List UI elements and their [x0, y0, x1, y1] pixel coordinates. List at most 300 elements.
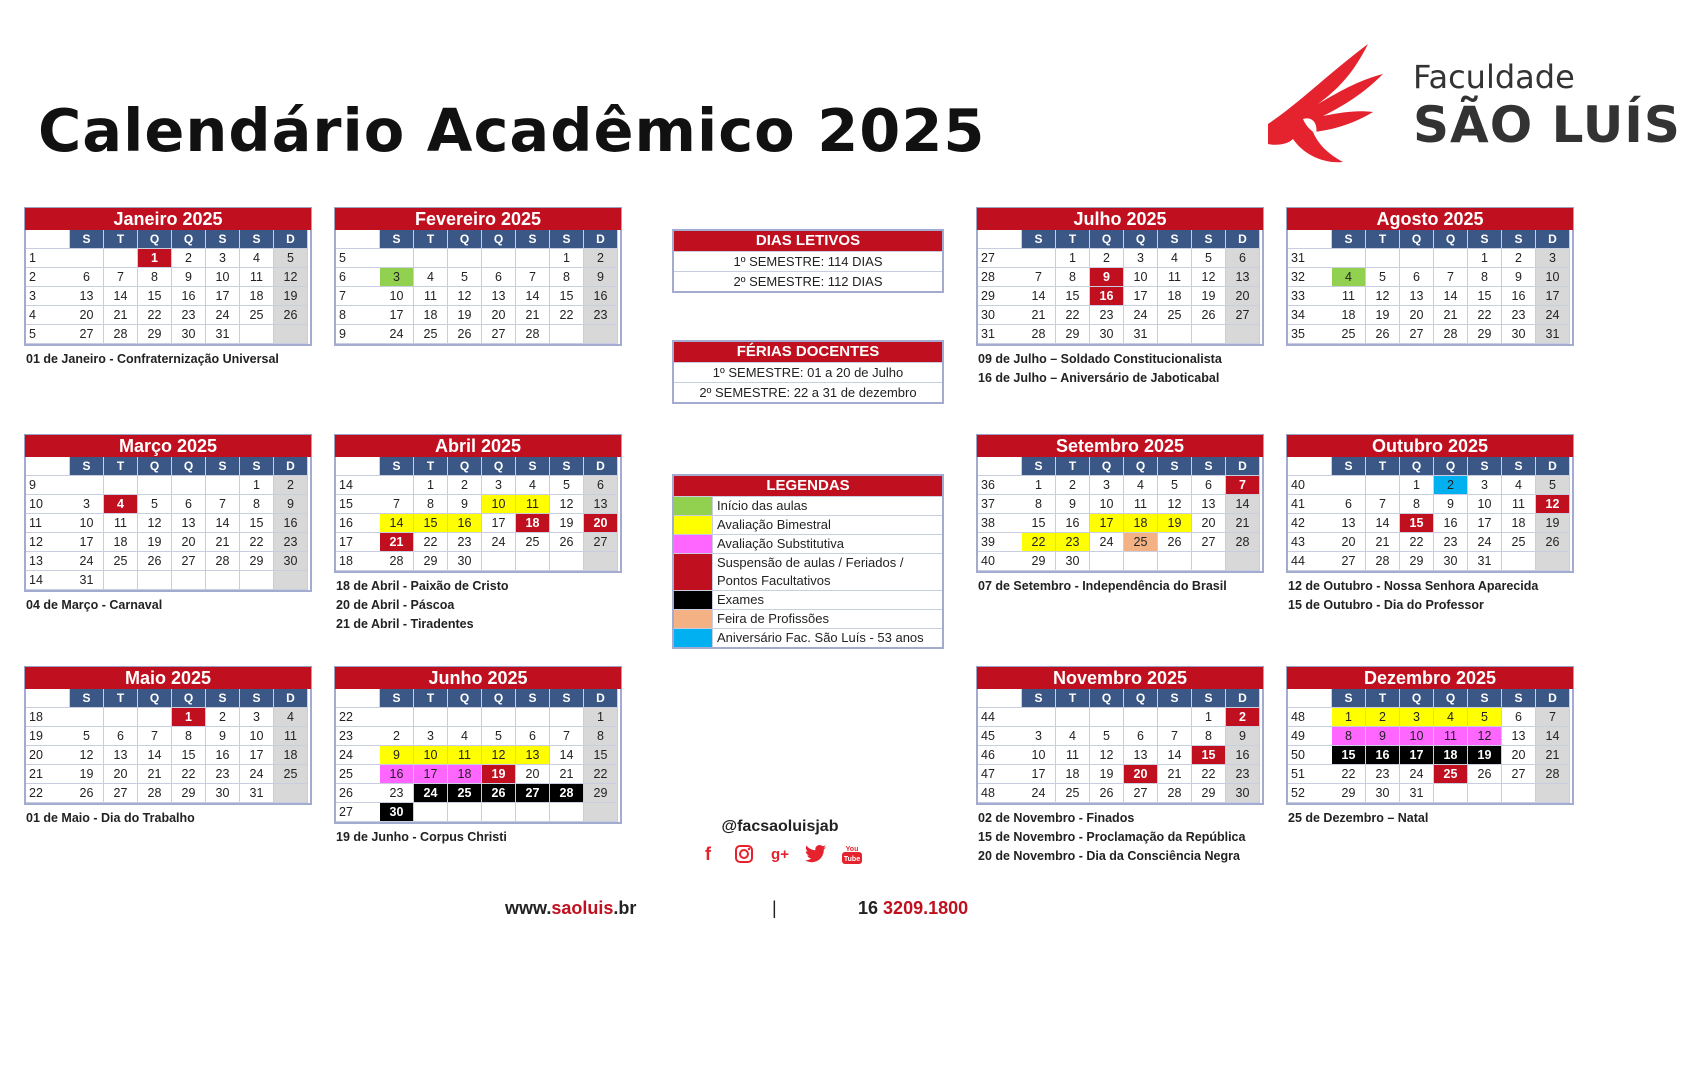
week-number: 33 — [1288, 287, 1332, 306]
week-number: 13 — [26, 552, 70, 571]
day-cell: 17 — [1400, 746, 1434, 765]
day-cell: 30 — [448, 552, 482, 571]
day-cell: 2 — [380, 727, 414, 746]
day-cell: 10 — [240, 727, 274, 746]
twitter-icon[interactable] — [804, 842, 828, 866]
day-cell: 28 — [104, 325, 138, 344]
day-cell: 20 — [70, 306, 104, 325]
instagram-icon[interactable] — [732, 842, 756, 866]
month-grid — [24, 689, 312, 805]
weekday-header: Q — [1090, 457, 1124, 476]
day-cell: 7 — [1366, 495, 1400, 514]
day-cell: 19 — [274, 287, 308, 306]
day-cell: 24 — [414, 784, 448, 803]
day-cell: 9 — [584, 268, 618, 287]
empty-day-cell — [1056, 708, 1090, 727]
day-cell: 14 — [1226, 495, 1260, 514]
day-cell: 15 — [240, 514, 274, 533]
weekday-header: Q — [482, 689, 516, 708]
empty-day-cell — [1226, 552, 1260, 571]
month-holiday-notes — [24, 350, 312, 369]
day-cell: 21 — [1434, 306, 1468, 325]
day-cell: 28 — [1366, 552, 1400, 571]
day-cell: 19 — [1468, 746, 1502, 765]
day-cell: 22 — [172, 765, 206, 784]
week-number: 47 — [978, 765, 1022, 784]
weekday-header: S — [240, 689, 274, 708]
day-cell: 23 — [1090, 306, 1124, 325]
day-cell: 12 — [1090, 746, 1124, 765]
month-title: Junho 2025 — [334, 666, 622, 689]
day-cell: 13 — [172, 514, 206, 533]
month-holiday-notes — [976, 350, 1264, 388]
empty-day-cell — [584, 325, 618, 344]
empty-day-cell — [1124, 552, 1158, 571]
empty-day-cell — [70, 476, 104, 495]
day-cell: 19 — [1090, 765, 1124, 784]
week-number-header — [978, 457, 1022, 476]
day-cell: 11 — [448, 746, 482, 765]
week-number: 41 — [1288, 495, 1332, 514]
week-number: 40 — [978, 552, 1022, 571]
empty-day-cell — [240, 325, 274, 344]
day-cell: 2 — [584, 249, 618, 268]
weekday-header: Q — [172, 457, 206, 476]
week-number: 20 — [26, 746, 70, 765]
day-cell: 14 — [1366, 514, 1400, 533]
day-cell: 14 — [1434, 287, 1468, 306]
week-number-header — [1288, 689, 1332, 708]
social-handle: @facsaoluisjab — [721, 818, 839, 835]
day-cell: 10 — [1400, 727, 1434, 746]
day-cell: 28 — [516, 325, 550, 344]
day-cell: 27 — [1226, 306, 1260, 325]
month-holiday-notes — [24, 809, 312, 828]
day-cell: 19 — [448, 306, 482, 325]
day-cell: 12 — [1158, 495, 1192, 514]
day-cell: 6 — [104, 727, 138, 746]
day-cell: 11 — [104, 514, 138, 533]
holiday-note: 20 de Abril - Páscoa — [336, 598, 455, 612]
day-cell: 14 — [1536, 727, 1570, 746]
empty-day-cell — [1192, 552, 1226, 571]
week-number: 42 — [1288, 514, 1332, 533]
day-cell: 16 — [584, 287, 618, 306]
empty-day-cell — [550, 803, 584, 822]
weekday-header: S — [206, 457, 240, 476]
day-cell: 3 — [1468, 476, 1502, 495]
day-cell: 9 — [1366, 727, 1400, 746]
weekday-header: S — [206, 689, 240, 708]
day-cell: 21 — [138, 765, 172, 784]
day-cell: 3 — [414, 727, 448, 746]
day-cell: 7 — [1158, 727, 1192, 746]
day-cell: 22 — [550, 306, 584, 325]
day-cell: 21 — [1366, 533, 1400, 552]
facebook-icon[interactable]: f — [705, 843, 711, 864]
empty-day-cell — [138, 476, 172, 495]
day-cell: 6 — [1400, 268, 1434, 287]
weekday-header: T — [414, 457, 448, 476]
day-cell: 27 — [516, 784, 550, 803]
week-number: 46 — [978, 746, 1022, 765]
day-cell: 30 — [274, 552, 308, 571]
week-number: 24 — [336, 746, 380, 765]
day-cell: 30 — [1226, 784, 1260, 803]
week-number-header — [26, 457, 70, 476]
week-number: 3 — [26, 287, 70, 306]
day-cell: 28 — [1022, 325, 1056, 344]
day-cell: 16 — [380, 765, 414, 784]
google-plus-icon[interactable]: g+ — [771, 845, 789, 863]
weekday-header: S — [1468, 457, 1502, 476]
week-number-header — [336, 689, 380, 708]
empty-day-cell — [584, 803, 618, 822]
week-number: 15 — [336, 495, 380, 514]
ferias-docentes-title: FÉRIAS DOCENTES — [674, 342, 942, 362]
day-cell: 24 — [240, 765, 274, 784]
day-cell: 1 — [550, 249, 584, 268]
empty-day-cell — [70, 249, 104, 268]
day-cell: 1 — [138, 249, 172, 268]
day-cell: 31 — [1124, 325, 1158, 344]
day-cell: 18 — [1434, 746, 1468, 765]
day-cell: 25 — [516, 533, 550, 552]
svg-text:You: You — [845, 846, 859, 853]
month-calendar — [1286, 666, 1574, 828]
day-cell: 23 — [172, 306, 206, 325]
empty-day-cell — [482, 249, 516, 268]
day-cell: 9 — [1434, 495, 1468, 514]
week-number: 18 — [336, 552, 380, 571]
week-number: 38 — [978, 514, 1022, 533]
holiday-note: 16 de Julho – Aniversário de Jaboticabal — [978, 371, 1220, 385]
day-cell: 4 — [274, 708, 308, 727]
day-cell: 17 — [414, 765, 448, 784]
week-number: 9 — [26, 476, 70, 495]
day-cell: 30 — [172, 325, 206, 344]
legend-item — [674, 534, 942, 553]
month-grid — [1286, 457, 1574, 573]
weekday-header: S — [1502, 689, 1536, 708]
day-cell: 21 — [206, 533, 240, 552]
day-cell: 30 — [206, 784, 240, 803]
day-cell: 22 — [240, 533, 274, 552]
month-calendar — [976, 434, 1264, 596]
empty-day-cell — [240, 571, 274, 590]
month-grid — [976, 230, 1264, 346]
day-cell: 21 — [1536, 746, 1570, 765]
day-cell: 2 — [448, 476, 482, 495]
day-cell: 25 — [1502, 533, 1536, 552]
month-grid — [1286, 230, 1574, 346]
day-cell: 31 — [1400, 784, 1434, 803]
weekday-header: S — [70, 689, 104, 708]
weekday-header: Q — [1434, 457, 1468, 476]
weekday-header: D — [1226, 230, 1260, 249]
day-cell: 8 — [1332, 727, 1366, 746]
week-number: 31 — [978, 325, 1022, 344]
weekday-header: T — [1056, 457, 1090, 476]
holiday-note: 19 de Junho - Corpus Christi — [336, 830, 507, 844]
day-cell: 14 — [206, 514, 240, 533]
month-holiday-notes — [976, 577, 1264, 596]
day-cell: 5 — [1536, 476, 1570, 495]
youtube-icon[interactable] — [840, 842, 864, 866]
day-cell: 2 — [1056, 476, 1090, 495]
day-cell: 24 — [1090, 533, 1124, 552]
legend-label: Exames — [717, 592, 764, 607]
day-cell: 15 — [1468, 287, 1502, 306]
day-cell: 30 — [1090, 325, 1124, 344]
day-cell: 5 — [1366, 268, 1400, 287]
day-cell: 8 — [584, 727, 618, 746]
weekday-header: S — [1192, 230, 1226, 249]
day-cell: 24 — [1468, 533, 1502, 552]
day-cell: 20 — [1124, 765, 1158, 784]
dias-letivos-line: 1º SEMESTRE: 114 DIAS — [674, 251, 942, 271]
holiday-note: 01 de Janeiro - Confraternização Universal — [26, 352, 279, 366]
day-cell: 28 — [1434, 325, 1468, 344]
day-cell: 13 — [584, 495, 618, 514]
legend-swatch — [674, 629, 713, 647]
dias-letivos-title: DIAS LETIVOS — [674, 231, 942, 251]
day-cell: 24 — [482, 533, 516, 552]
empty-day-cell — [104, 249, 138, 268]
day-cell: 6 — [584, 476, 618, 495]
day-cell: 7 — [206, 495, 240, 514]
day-cell: 4 — [1056, 727, 1090, 746]
empty-day-cell — [516, 552, 550, 571]
holiday-note: 01 de Maio - Dia do Trabalho — [26, 811, 195, 825]
week-number: 5 — [336, 249, 380, 268]
day-cell: 5 — [70, 727, 104, 746]
day-cell: 13 — [516, 746, 550, 765]
footer-separator: | — [772, 898, 777, 918]
day-cell: 13 — [1192, 495, 1226, 514]
day-cell: 21 — [1226, 514, 1260, 533]
day-cell: 21 — [1022, 306, 1056, 325]
weekday-header: D — [1536, 457, 1570, 476]
day-cell: 20 — [1226, 287, 1260, 306]
weekday-header: T — [1056, 689, 1090, 708]
week-number: 30 — [978, 306, 1022, 325]
day-cell: 17 — [1090, 514, 1124, 533]
weekday-header: T — [104, 230, 138, 249]
month-calendar — [24, 666, 312, 828]
month-calendar — [1286, 207, 1574, 346]
day-cell: 30 — [380, 803, 414, 822]
day-cell: 1 — [1022, 476, 1056, 495]
day-cell: 5 — [1158, 476, 1192, 495]
day-cell: 25 — [1158, 306, 1192, 325]
month-holiday-notes — [1286, 809, 1574, 828]
day-cell: 9 — [206, 727, 240, 746]
empty-day-cell — [104, 708, 138, 727]
day-cell: 23 — [448, 533, 482, 552]
week-number: 49 — [1288, 727, 1332, 746]
day-cell: 3 — [70, 495, 104, 514]
day-cell: 15 — [1056, 287, 1090, 306]
day-cell: 27 — [482, 325, 516, 344]
weekday-header: T — [1366, 689, 1400, 708]
month-calendar — [1286, 434, 1574, 615]
weekday-header: Q — [448, 230, 482, 249]
day-cell: 13 — [70, 287, 104, 306]
day-cell: 12 — [448, 287, 482, 306]
week-number: 52 — [1288, 784, 1332, 803]
day-cell: 20 — [1400, 306, 1434, 325]
weekday-header: D — [274, 689, 308, 708]
day-cell: 4 — [1158, 249, 1192, 268]
week-number: 26 — [336, 784, 380, 803]
website-link[interactable] — [505, 898, 636, 919]
day-cell: 23 — [274, 533, 308, 552]
month-grid — [334, 689, 622, 824]
week-number: 10 — [26, 495, 70, 514]
week-number: 28 — [978, 268, 1022, 287]
day-cell: 4 — [1434, 708, 1468, 727]
empty-day-cell — [380, 249, 414, 268]
legend-box — [672, 474, 944, 649]
empty-day-cell — [206, 476, 240, 495]
legend-label: Avaliação Substitutiva — [717, 536, 844, 551]
week-number-header — [978, 689, 1022, 708]
weekday-header: Q — [1124, 689, 1158, 708]
day-cell: 24 — [70, 552, 104, 571]
weekday-header: D — [584, 457, 618, 476]
day-cell: 29 — [138, 325, 172, 344]
day-cell: 9 — [1502, 268, 1536, 287]
day-cell: 27 — [104, 784, 138, 803]
weekday-header: S — [1502, 230, 1536, 249]
day-cell: 30 — [1502, 325, 1536, 344]
day-cell: 1 — [1468, 249, 1502, 268]
legend-item — [674, 609, 942, 628]
legend-label: Aniversário Fac. São Luís - 53 anos — [717, 630, 924, 645]
empty-day-cell — [138, 571, 172, 590]
week-number: 27 — [978, 249, 1022, 268]
day-cell: 15 — [1192, 746, 1226, 765]
day-cell: 17 — [1468, 514, 1502, 533]
day-cell: 17 — [206, 287, 240, 306]
week-number: 44 — [978, 708, 1022, 727]
month-title: Julho 2025 — [976, 207, 1264, 230]
day-cell: 22 — [1400, 533, 1434, 552]
empty-day-cell — [1536, 784, 1570, 803]
day-cell: 18 — [1502, 514, 1536, 533]
empty-day-cell — [1332, 249, 1366, 268]
day-cell: 3 — [380, 268, 414, 287]
day-cell: 17 — [240, 746, 274, 765]
day-cell: 29 — [1400, 552, 1434, 571]
day-cell: 4 — [240, 249, 274, 268]
day-cell: 31 — [70, 571, 104, 590]
day-cell: 18 — [1056, 765, 1090, 784]
month-holiday-notes — [334, 577, 622, 634]
week-number-header — [1288, 457, 1332, 476]
day-cell: 20 — [482, 306, 516, 325]
day-cell: 2 — [1226, 708, 1260, 727]
legend-swatch — [674, 554, 713, 590]
day-cell: 8 — [1192, 727, 1226, 746]
day-cell: 7 — [138, 727, 172, 746]
legend-label: Feira de Profissões — [717, 611, 829, 626]
day-cell: 3 — [482, 476, 516, 495]
weekday-header: S — [1192, 457, 1226, 476]
day-cell: 22 — [1192, 765, 1226, 784]
week-number: 22 — [336, 708, 380, 727]
weekday-header: D — [1536, 230, 1570, 249]
weekday-header: D — [1536, 689, 1570, 708]
day-cell: 12 — [1192, 268, 1226, 287]
day-cell: 9 — [448, 495, 482, 514]
empty-day-cell — [1536, 552, 1570, 571]
empty-day-cell — [206, 571, 240, 590]
day-cell: 25 — [414, 325, 448, 344]
day-cell: 5 — [138, 495, 172, 514]
legend-swatch — [674, 516, 713, 534]
weekday-header: Q — [1124, 457, 1158, 476]
month-calendar — [24, 207, 312, 369]
day-cell: 15 — [550, 287, 584, 306]
day-cell: 25 — [448, 784, 482, 803]
day-cell: 20 — [1192, 514, 1226, 533]
empty-day-cell — [516, 803, 550, 822]
day-cell: 6 — [1226, 249, 1260, 268]
day-cell: 5 — [274, 249, 308, 268]
day-cell: 24 — [1400, 765, 1434, 784]
day-cell: 29 — [240, 552, 274, 571]
day-cell: 17 — [1536, 287, 1570, 306]
day-cell: 29 — [584, 784, 618, 803]
day-cell: 18 — [240, 287, 274, 306]
day-cell: 18 — [104, 533, 138, 552]
day-cell: 2 — [172, 249, 206, 268]
day-cell: 26 — [1192, 306, 1226, 325]
day-cell: 6 — [172, 495, 206, 514]
day-cell: 21 — [516, 306, 550, 325]
day-cell: 11 — [274, 727, 308, 746]
week-number-header — [26, 230, 70, 249]
day-cell: 13 — [1332, 514, 1366, 533]
month-grid — [24, 230, 312, 346]
legend-item — [674, 590, 942, 609]
phone-main: 3209.1800 — [883, 898, 969, 918]
day-cell: 20 — [516, 765, 550, 784]
day-cell: 27 — [1124, 784, 1158, 803]
day-cell: 12 — [1468, 727, 1502, 746]
day-cell: 4 — [1502, 476, 1536, 495]
day-cell: 20 — [1502, 746, 1536, 765]
ferias-docentes-box — [672, 340, 944, 404]
weekday-header: S — [1332, 457, 1366, 476]
weekday-header: T — [104, 457, 138, 476]
weekday-header: Q — [448, 689, 482, 708]
day-cell: 24 — [1022, 784, 1056, 803]
empty-day-cell — [1502, 784, 1536, 803]
day-cell: 6 — [1332, 495, 1366, 514]
phone-number[interactable] — [858, 898, 968, 919]
weekday-header: S — [1468, 689, 1502, 708]
weekday-header: Q — [172, 689, 206, 708]
empty-day-cell — [138, 708, 172, 727]
day-cell: 8 — [1022, 495, 1056, 514]
week-number: 14 — [336, 476, 380, 495]
empty-day-cell — [1158, 325, 1192, 344]
weekday-header: S — [1158, 689, 1192, 708]
weekday-header: D — [1226, 689, 1260, 708]
